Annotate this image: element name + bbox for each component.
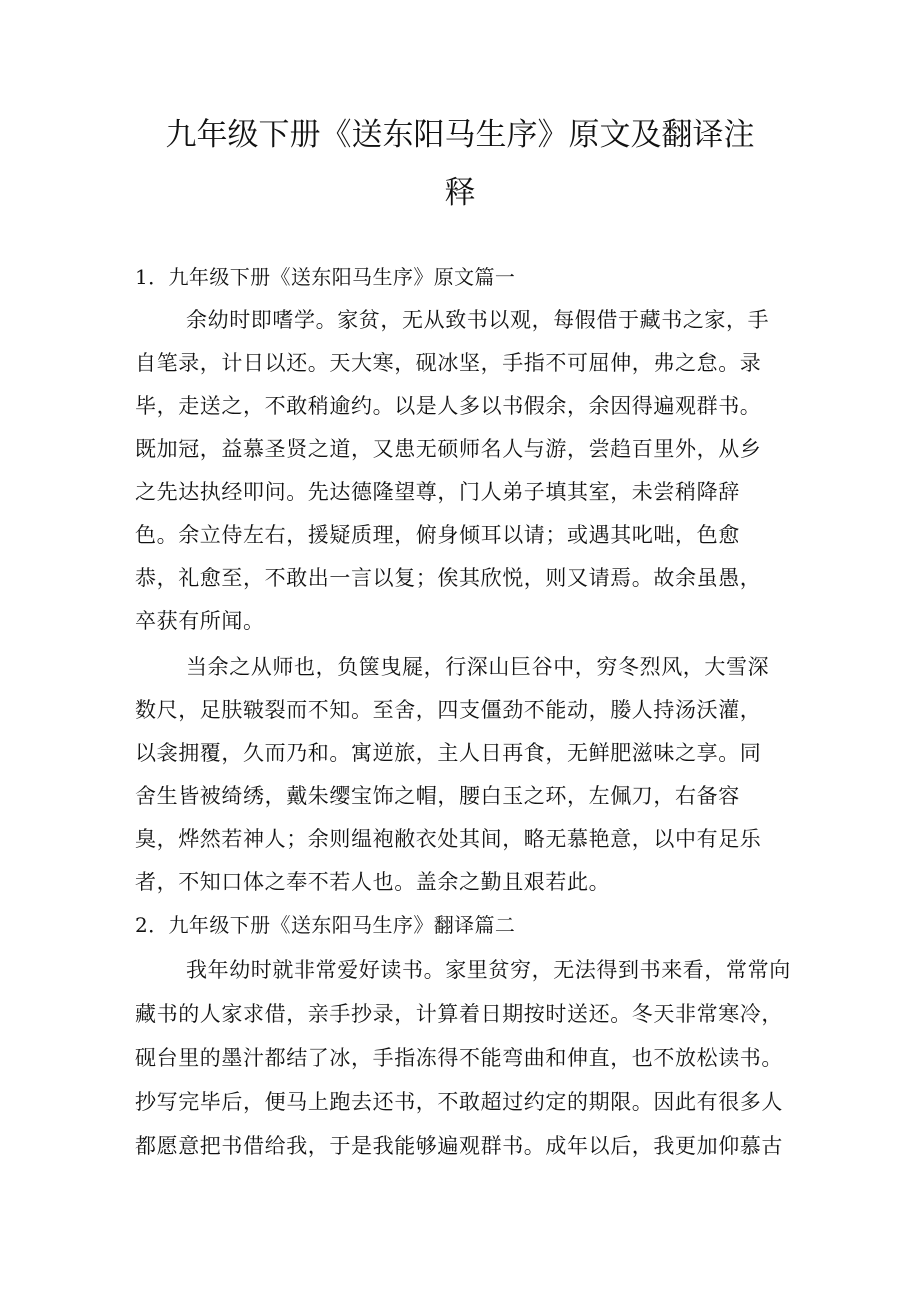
- paragraph-line: 卒获有所闻。: [135, 609, 265, 633]
- paragraph-line: 都愿意把书借给我，于是我能够遍观群书。成年以后，我更加仰慕古: [135, 1134, 783, 1158]
- paragraph-line: 色。余立侍左右，援疑质理，俯身倾耳以请；或遇其叱咄，色愈: [135, 523, 740, 547]
- paragraph-line: 余幼时即嗜学。家贫，无从致书以观，每假借于藏书之家，手: [186, 308, 770, 332]
- paragraph-line: 恭，礼愈至，不敢出一言以复；俟其欣悦，则又请焉。故余虽愚，: [135, 566, 762, 590]
- paragraph-line: 之先达执经叩问。先达德隆望尊，门人弟子填其室，未尝稍降辞: [135, 480, 740, 504]
- paragraph-line: 数尺，足肤皲裂而不知。至舍，四支僵劲不能动，媵人持汤沃灌，: [135, 698, 762, 722]
- paragraph-line: 自笔录，计日以还。天大寒，砚冰坚，手指不可屈伸，弗之怠。录: [135, 351, 762, 375]
- document-title: [150, 106, 770, 222]
- section-2-heading: 2．九年级下册《送东阳马生序》翻译篇二: [135, 913, 516, 937]
- section-1-heading: 1．九年级下册《送东阳马生序》原文篇一: [135, 265, 516, 289]
- paragraph-line: 以衾拥覆，久而乃和。寓逆旅，主人日再食，无鲜肥滋味之享。同: [135, 741, 762, 765]
- paragraph-line: 既加冠，益慕圣贤之道，又患无硕师名人与游，尝趋百里外，从乡: [135, 437, 762, 461]
- paragraph-line: 毕，走送之，不敢稍逾约。以是人多以书假余，余因得遍观群书。: [135, 394, 762, 418]
- paragraph-line: 藏书的人家求借，亲手抄录，计算着日期按时送还。冬天非常寒冷，: [135, 1002, 783, 1026]
- paragraph-line: 舍生皆被绮绣，戴朱缨宝饰之帽，腰白玉之环，左佩刀，右备容: [135, 784, 740, 808]
- title-line-2: 释: [444, 175, 476, 211]
- paragraph-line: 砚台里的墨汁都结了冰，手指冻得不能弯曲和伸直，也不放松读书。: [135, 1046, 783, 1070]
- paragraph-line: 抄写完毕后，便马上跑去还书，不敢超过约定的期限。因此有很多人: [135, 1090, 783, 1114]
- paragraph-line: 臭，烨然若神人；余则缊袍敝衣处其间，略无慕艳意，以中有足乐: [135, 827, 762, 851]
- paragraph-line: 者，不知口体之奉不若人也。盖余之勤且艰若此。: [135, 870, 611, 894]
- paragraph-line: 我年幼时就非常爱好读书。家里贫穷，无法得到书来看，常常向: [186, 958, 791, 982]
- title-line-1: 九年级下册《送东阳马生序》原文及翻译注: [165, 117, 755, 153]
- paragraph-line: 当余之从师也，负箧曳屣，行深山巨谷中，穷冬烈风，大雪深: [186, 655, 770, 679]
